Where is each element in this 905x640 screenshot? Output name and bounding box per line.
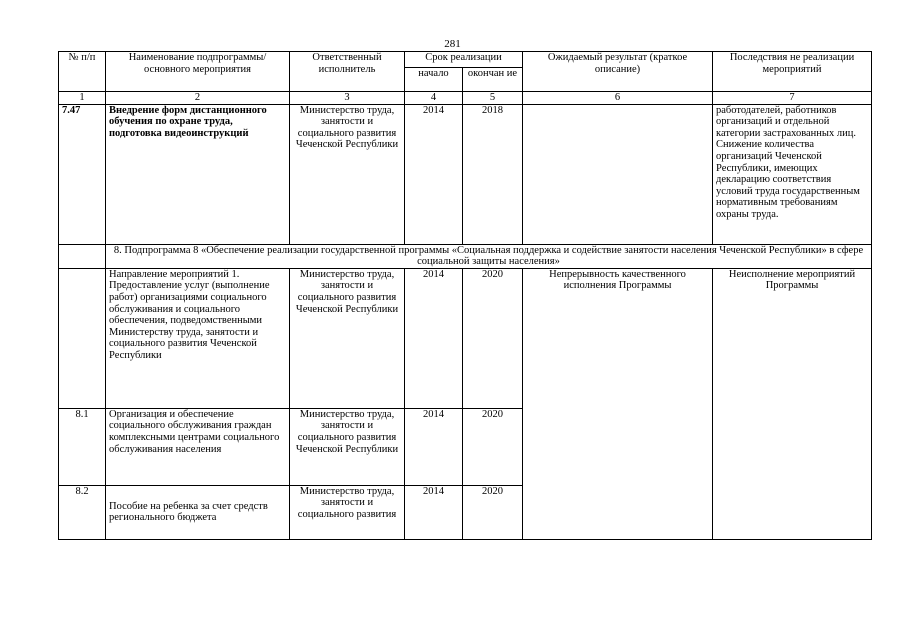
table-row [59, 104, 872, 244]
consequences: Неисполнение мероприятий Программы [713, 268, 872, 539]
expected-result: Непрерывность качественного исполнения Программы [523, 268, 713, 539]
header-result: Ожидаемый результат (краткое описание) [523, 52, 713, 92]
measure-name: Внедрение форм дистанционного обучения по охране труда, подготовка видеоинструкций [106, 104, 290, 244]
col-number: 6 [523, 92, 713, 105]
table-row [59, 268, 872, 408]
row-number: 8.2 [59, 485, 106, 539]
row-number: 7.47 [59, 104, 106, 244]
header-period: Срок реализации [405, 52, 523, 68]
expected-result [523, 104, 713, 244]
program-table [58, 51, 872, 540]
header-consequences: Последствия не реализации мероприятий [713, 52, 872, 92]
header-name: Наименование подпрограммы/ основного мероприятия [106, 52, 290, 92]
header-executor: Ответственный исполнитель [290, 52, 405, 92]
start-year: 2014 [405, 485, 463, 539]
measure-name: Организация и обеспечение социального обслуживания граждан комплексными центрами социального обслуживания населения [106, 408, 290, 485]
executor: Министерство труда, занятости и социального развития [290, 485, 405, 539]
end-year: 2020 [463, 408, 523, 485]
header-num: № п/п [59, 52, 106, 92]
col-number: 7 [713, 92, 872, 105]
executor: Министерство труда, занятости и социального развития Чеченской Республики [290, 268, 405, 408]
executor: Министерство труда, занятости и социального развития Чеченской Республики [290, 408, 405, 485]
row-number [59, 268, 106, 408]
page-number: 281 [444, 38, 461, 50]
col-number: 5 [463, 92, 523, 105]
header-row [59, 52, 872, 68]
header-start: начало [405, 68, 463, 92]
header-end: окончан ие [463, 68, 523, 92]
end-year: 2020 [463, 485, 523, 539]
col-number: 1 [59, 92, 106, 105]
col-number: 2 [106, 92, 290, 105]
subprogram-num-cell [59, 244, 106, 268]
start-year: 2014 [405, 268, 463, 408]
end-year: 2020 [463, 268, 523, 408]
subprogram-title: 8. Подпрограмма 8 «Обеспечение реализации государственной программы «Социальная поддержка и содействие занятости населения Чеченской Республики» в сфере социальной защиты населения» [106, 244, 872, 268]
executor: Министерство труда, занятости и социального развития Чеченской Республики [290, 104, 405, 244]
end-year: 2018 [463, 104, 523, 244]
measure-name: Пособие на ребенка за счет средств регионального бюджета [106, 485, 290, 539]
column-number-row [59, 92, 872, 105]
col-number: 3 [290, 92, 405, 105]
subprogram-row [59, 244, 872, 268]
row-number: 8.1 [59, 408, 106, 485]
consequences: работодателей, работников организаций и отдельной категории застрахованных лиц. Снижение количества организаций Чеченской Республики, имеющих декларацию соответствия условий труда государственным нормативным требованиям охраны труда. [713, 104, 872, 244]
start-year: 2014 [405, 104, 463, 244]
measure-name: Направление мероприятий 1. Предоставление услуг (выполнение работ) организациями социального обслуживания и социального обеспечения, подведомственными Министерству труда, занятости и социального развития Чеченской Республики [106, 268, 290, 408]
start-year: 2014 [405, 408, 463, 485]
col-number: 4 [405, 92, 463, 105]
